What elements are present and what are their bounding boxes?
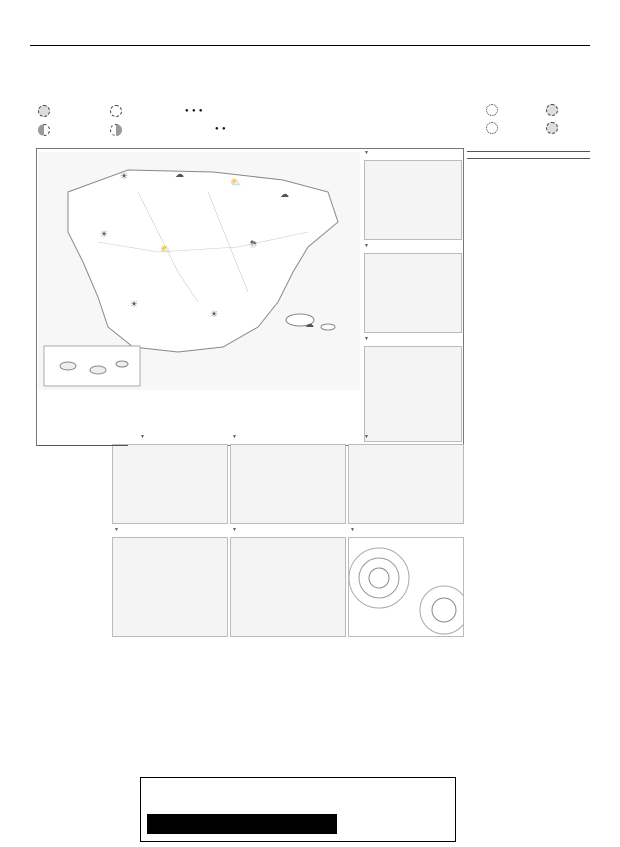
- new-moon-icon: [38, 105, 50, 117]
- sun-icon: ☀: [100, 229, 109, 239]
- top-bar: [30, 80, 590, 130]
- spain-map-shape: [38, 152, 360, 390]
- moonset-icon: [546, 122, 558, 134]
- first-quarter-icon: [38, 124, 50, 136]
- label-lunes: [140, 434, 145, 440]
- isobar-lines: [349, 538, 463, 636]
- map-jueves: [364, 346, 462, 442]
- map-madrid-miercoles: [348, 444, 464, 524]
- forecast-line-today: ● ● ●: [185, 108, 203, 114]
- cloud-icon: ☁: [175, 169, 184, 179]
- sunset-icon: [486, 122, 498, 134]
- ad-headline: [151, 784, 321, 797]
- pronosticos-title: [38, 445, 128, 446]
- page-header: [30, 32, 590, 46]
- full-moon-icon: [110, 105, 122, 117]
- label-jueves: [364, 336, 369, 342]
- sun-icon: ☀: [120, 171, 129, 181]
- sun-icon: ☀: [210, 309, 219, 319]
- map-isobars: [348, 537, 464, 637]
- sun-cloud-icon: ⛅: [230, 177, 242, 187]
- reservoir-chart: [290, 658, 462, 758]
- map-europe-tomorrow: [230, 537, 346, 637]
- iberia-ad[interactable]: [140, 777, 456, 842]
- label-miercoles: [364, 243, 369, 249]
- temperatures-panel: [467, 150, 590, 790]
- cloud-icon: ☁: [305, 319, 314, 329]
- map-madrid-lunes: [112, 444, 228, 524]
- sunrise-icon: [486, 104, 498, 116]
- map-martes: [364, 160, 462, 240]
- spain-map: [38, 152, 360, 390]
- regional-forecasts: [38, 445, 128, 845]
- sun-cloud-icon: ⛅: [160, 244, 172, 254]
- last-quarter-icon: [110, 124, 122, 136]
- label-martes-madrid: [232, 434, 237, 440]
- map-miercoles: [364, 253, 462, 333]
- abroad-title: [467, 157, 590, 159]
- ad-phone: [147, 814, 337, 834]
- label-europa-manana: [232, 527, 237, 533]
- temperatures-title: [467, 150, 590, 152]
- map-europe-today: [112, 537, 228, 637]
- sun-icon: ☀: [130, 299, 139, 309]
- storm-icon: ⛈: [250, 239, 258, 249]
- map-madrid-martes: [230, 444, 346, 524]
- label-miercoles-madrid: [364, 434, 369, 440]
- forecast-line-tomorrow: ● ●: [215, 126, 226, 132]
- moonrise-icon: [546, 104, 558, 116]
- label-martes: [364, 150, 369, 156]
- label-isobaras: [350, 527, 355, 533]
- cloud-icon: ☁: [280, 189, 289, 199]
